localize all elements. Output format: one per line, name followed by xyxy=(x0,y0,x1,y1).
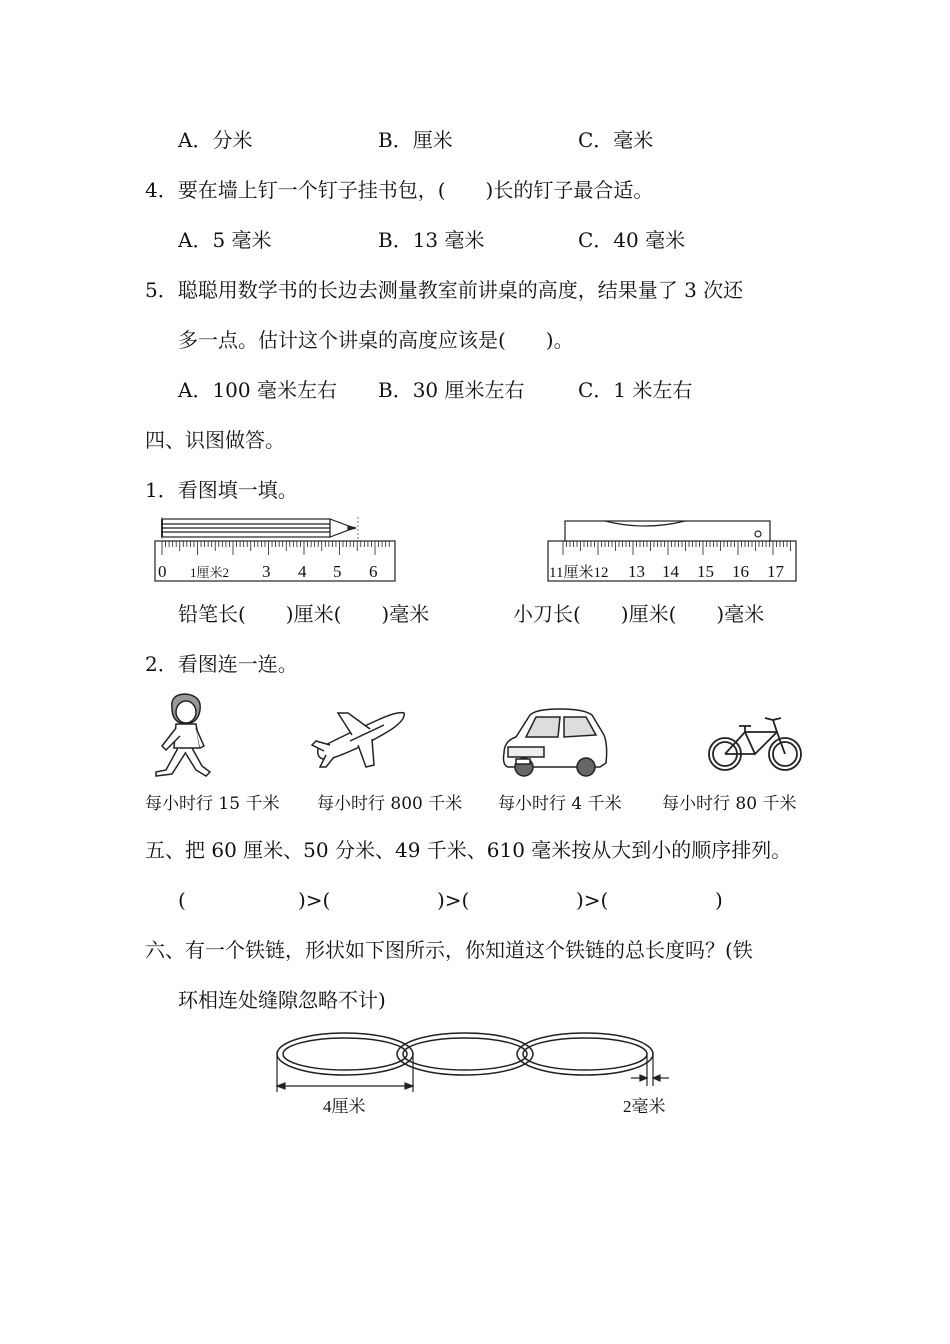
section4-heading: 四、识图做答。 xyxy=(145,428,285,452)
q4-stem: 4．要在墙上钉一个钉子挂书包，( )长的钉子最合适。 xyxy=(145,178,654,202)
q5-stem-line2: 多一点。估计这个讲桌的高度应该是( )。 xyxy=(178,328,574,352)
ruler1-tick-3: 3 xyxy=(262,562,271,581)
ruler2-tick-11: 11厘米12 xyxy=(549,565,609,581)
ruler1-tick-1: 1厘米2 xyxy=(190,565,230,580)
q4-option-b: B．13 毫米 xyxy=(378,228,485,252)
ruler1-tick-5: 5 xyxy=(333,562,342,581)
bicycle-icon xyxy=(705,712,805,777)
order-blank-close: ) xyxy=(715,888,723,912)
ruler1-tick-6: 6 xyxy=(369,562,378,581)
speed-label-1: 每小时行 15 千米 xyxy=(145,794,280,814)
ruler2-tick-17: 17 xyxy=(767,562,784,581)
order-blank-sep-2: )>( xyxy=(437,888,470,912)
ruler1-tick-4: 4 xyxy=(298,562,307,581)
section6-line1: 六、有一个铁链，形状如下图所示，你知道这个铁链的总长度吗？(铁 xyxy=(145,938,753,962)
airplane-icon xyxy=(310,705,410,770)
speed-label-3: 每小时行 4 千米 xyxy=(498,794,622,814)
knife-answer: 小刀长( )厘米( )毫米 xyxy=(513,602,765,626)
order-blank-sep-3: )>( xyxy=(576,888,609,912)
q5-option-c: C．1 米左右 xyxy=(578,378,693,402)
section4-q2-stem: 2．看图连一连。 xyxy=(145,652,298,676)
q4-option-a: A．5 毫米 xyxy=(178,228,272,252)
chain-figure xyxy=(265,1030,685,1130)
section5-heading: 五、把 60 厘米、50 分米、49 千米、610 毫米按从大到小的顺序排列。 xyxy=(145,838,792,862)
q5-stem-line1: 5．聪聪用数学书的长边去测量教室前讲桌的高度，结果量了 3 次还 xyxy=(145,278,744,302)
length-label: 4厘米 xyxy=(323,1097,366,1116)
thickness-label: 2毫米 xyxy=(623,1097,666,1116)
ruler1-tick-0: 0 xyxy=(158,562,167,581)
q3-option-c: C．毫米 xyxy=(578,128,654,152)
section4-q1-stem: 1．看图填一填。 xyxy=(145,478,298,502)
pencil-answer: 铅笔长( )厘米( )毫米 xyxy=(178,602,430,626)
q3-option-a: A．分米 xyxy=(178,128,253,152)
q4-option-c: C．40 毫米 xyxy=(578,228,686,252)
section6-line2: 环相连处缝隙忽略不计) xyxy=(178,988,386,1012)
ruler2-tick-16: 16 xyxy=(732,562,749,581)
speed-label-4: 每小时行 80 千米 xyxy=(662,794,797,814)
ruler2-tick-14: 14 xyxy=(662,562,679,581)
walking-boy-icon xyxy=(150,690,220,780)
ruler2-tick-15: 15 xyxy=(697,562,714,581)
order-blank-open: ( xyxy=(178,888,186,912)
q5-option-b: B．30 厘米左右 xyxy=(378,378,525,402)
pencil-icon xyxy=(162,519,356,537)
chain-rings xyxy=(277,1033,653,1075)
q5-option-a: A．100 毫米左右 xyxy=(178,378,337,402)
speed-label-2: 每小时行 800 千米 xyxy=(317,794,463,814)
car-icon xyxy=(500,705,610,780)
ruler2-tick-13: 13 xyxy=(628,562,645,581)
order-blank-sep-1: )>( xyxy=(298,888,331,912)
knife-icon xyxy=(565,521,770,543)
q3-option-b: B．厘米 xyxy=(378,128,453,152)
pencil-ruler-figure xyxy=(150,515,400,585)
knife-ruler-figure xyxy=(545,515,800,585)
